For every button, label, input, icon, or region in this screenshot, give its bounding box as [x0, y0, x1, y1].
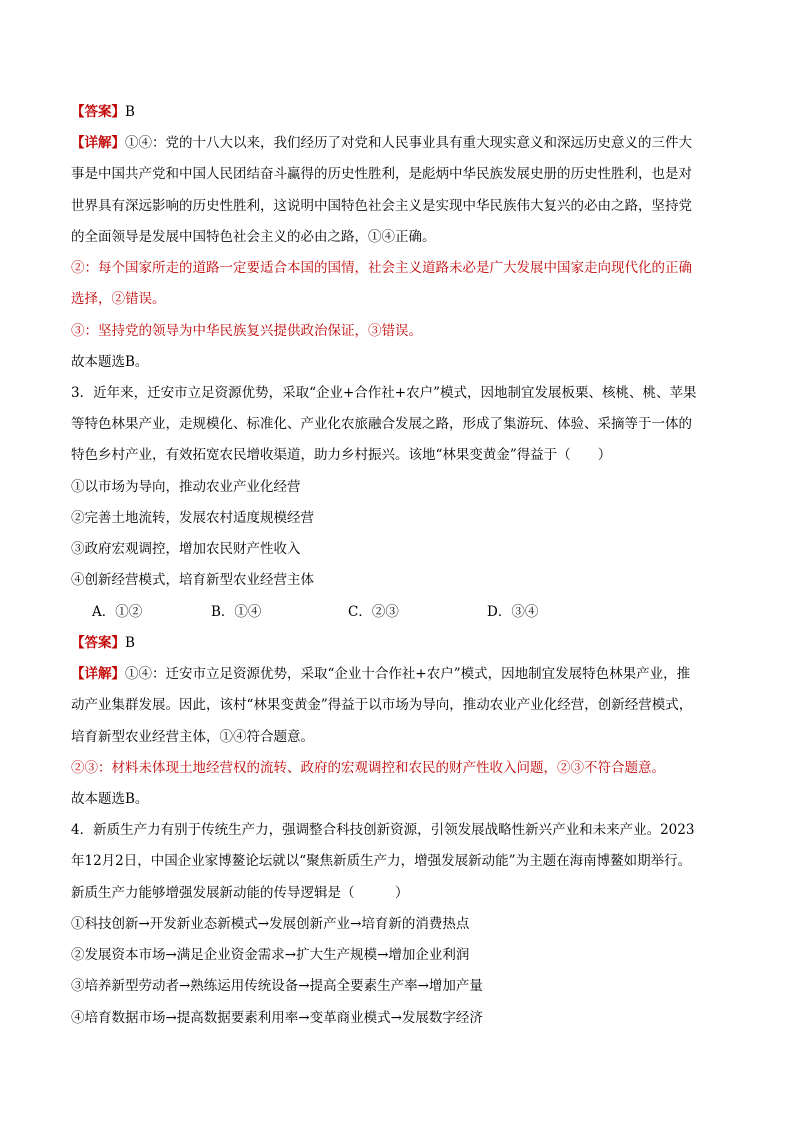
q3-option-d: D．③④ — [487, 604, 539, 620]
q2-conclusion: 故本题选B。 — [71, 354, 149, 370]
q2-detail-red-line-1: ②：每个国家所走的道路一定要适合本国的国情，社会主义道路未必是广大发展中国家走向现代化的正确 — [71, 260, 692, 276]
q2-detail-line-4: 的全面领导是发展中国特色社会主义的必由之路，①④正确。 — [71, 229, 436, 245]
q4-stem-line-1: 4．新质生产力有别于传统生产力，强调整合科技创新资源，引领发展战略性新兴产业和未来产业。2023 — [71, 822, 695, 838]
q3-item-1: ①以市场为导向，推动农业产业化经营 — [71, 479, 301, 495]
detail-text: ①④：迁安市立足资源优势，采取“企业十合作社+农户”模式，因地制宜发展特色林果产业，推 — [125, 666, 691, 682]
q2-detail-red-line-3: ③：坚持党的领导为中华民族复兴提供政治保证，③错误。 — [71, 323, 422, 339]
q4-item-3: ③培养新型劳动者→熟练运用传统设备→提高全要素生产率→增加产量 — [71, 978, 483, 994]
answer-label: 【答案】 — [71, 635, 125, 651]
q2-detail-line-1 — [71, 134, 692, 152]
q3-option-a: A．①② — [92, 604, 143, 620]
q3-stem-line-3: 特色乡村产业，有效拓宽农民增收渠道，助力乡村振兴。该地“林果变黄金”得益于（ ） — [71, 447, 612, 463]
q3-detail-line-2: 动产业集群发展。因此，该村“林果变黄金”得益于以市场为导向，推动农业产业化经营，创新经营模式， — [71, 697, 693, 713]
detail-label: 【详解】 — [71, 666, 125, 682]
q3-answer-line — [71, 634, 135, 652]
detail-text: ①④：党的十八大以来，我们经历了对党和人民事业具有重大现实意义和深远历史意义的三件大 — [125, 135, 692, 151]
q3-stem-line-1: 3．近年来，迁安市立足资源优势，采取“企业+合作社+农户”模式，因地制宜发展板栗、核桃、桃、苹果 — [71, 385, 697, 401]
q4-item-1: ①科技创新→开发新业态新模式→发展创新产业→培育新的消费热点 — [71, 916, 470, 932]
q3-detail-red-line: ②③：材料未体现土地经营权的流转、政府的宏观调控和农民的财产性收入问题，②③不符合题意。 — [71, 760, 665, 776]
q2-detail-line-3: 世界具有深远影响的历史性胜利，这说明中国特色社会主义是实现中华民族伟大复兴的必由之路，坚持党 — [71, 198, 692, 214]
q3-detail-line-1 — [71, 665, 690, 683]
q4-item-2: ②发展资本市场→满足企业资金需求→扩大生产规模→增加企业利润 — [71, 947, 470, 963]
q3-conclusion: 故本题选B。 — [71, 791, 149, 807]
q4-stem-line-3: 新质生产力能够增强发展新动能的传导逻辑是（ ） — [71, 885, 409, 901]
q2-answer-line — [71, 103, 135, 121]
q3-detail-line-3: 培育新型农业经营主体，①④符合题意。 — [71, 729, 314, 745]
q3-option-b: B．①④ — [211, 604, 262, 620]
q4-item-4: ④培育数据市场→提高数据要素利用率→变革商业模式→发展数字经济 — [71, 1010, 483, 1026]
q3-stem-line-2: 等特色林果产业，走规模化、标准化、产业化农旅融合发展之路，形成了集游玩、体验、采摘等于一体的 — [71, 416, 692, 432]
answer-value: B — [125, 104, 135, 120]
q4-stem-line-2: 年12月2日，中国企业家博鳌论坛就以“聚焦新质生产力，增强发展新动能”为主题在海南博鳌如期举行。 — [71, 853, 692, 869]
q3-option-c: C．②③ — [348, 604, 399, 620]
answer-value: B — [125, 635, 135, 651]
q3-item-4: ④创新经营模式，培育新型农业经营主体 — [71, 572, 314, 588]
q3-item-3: ③政府宏观调控，增加农民财产性收入 — [71, 541, 301, 557]
answer-label: 【答案】 — [71, 104, 125, 120]
q2-detail-line-2: 事是中国共产党和中国人民团结奋斗赢得的历史性胜利，是彪炳中华民族发展史册的历史性胜利，也是对 — [71, 166, 692, 182]
q2-detail-red-line-2: 选择，②错误。 — [71, 291, 166, 307]
detail-label: 【详解】 — [71, 135, 125, 151]
q3-item-2: ②完善土地流转，发展农村适度规模经营 — [71, 510, 314, 526]
